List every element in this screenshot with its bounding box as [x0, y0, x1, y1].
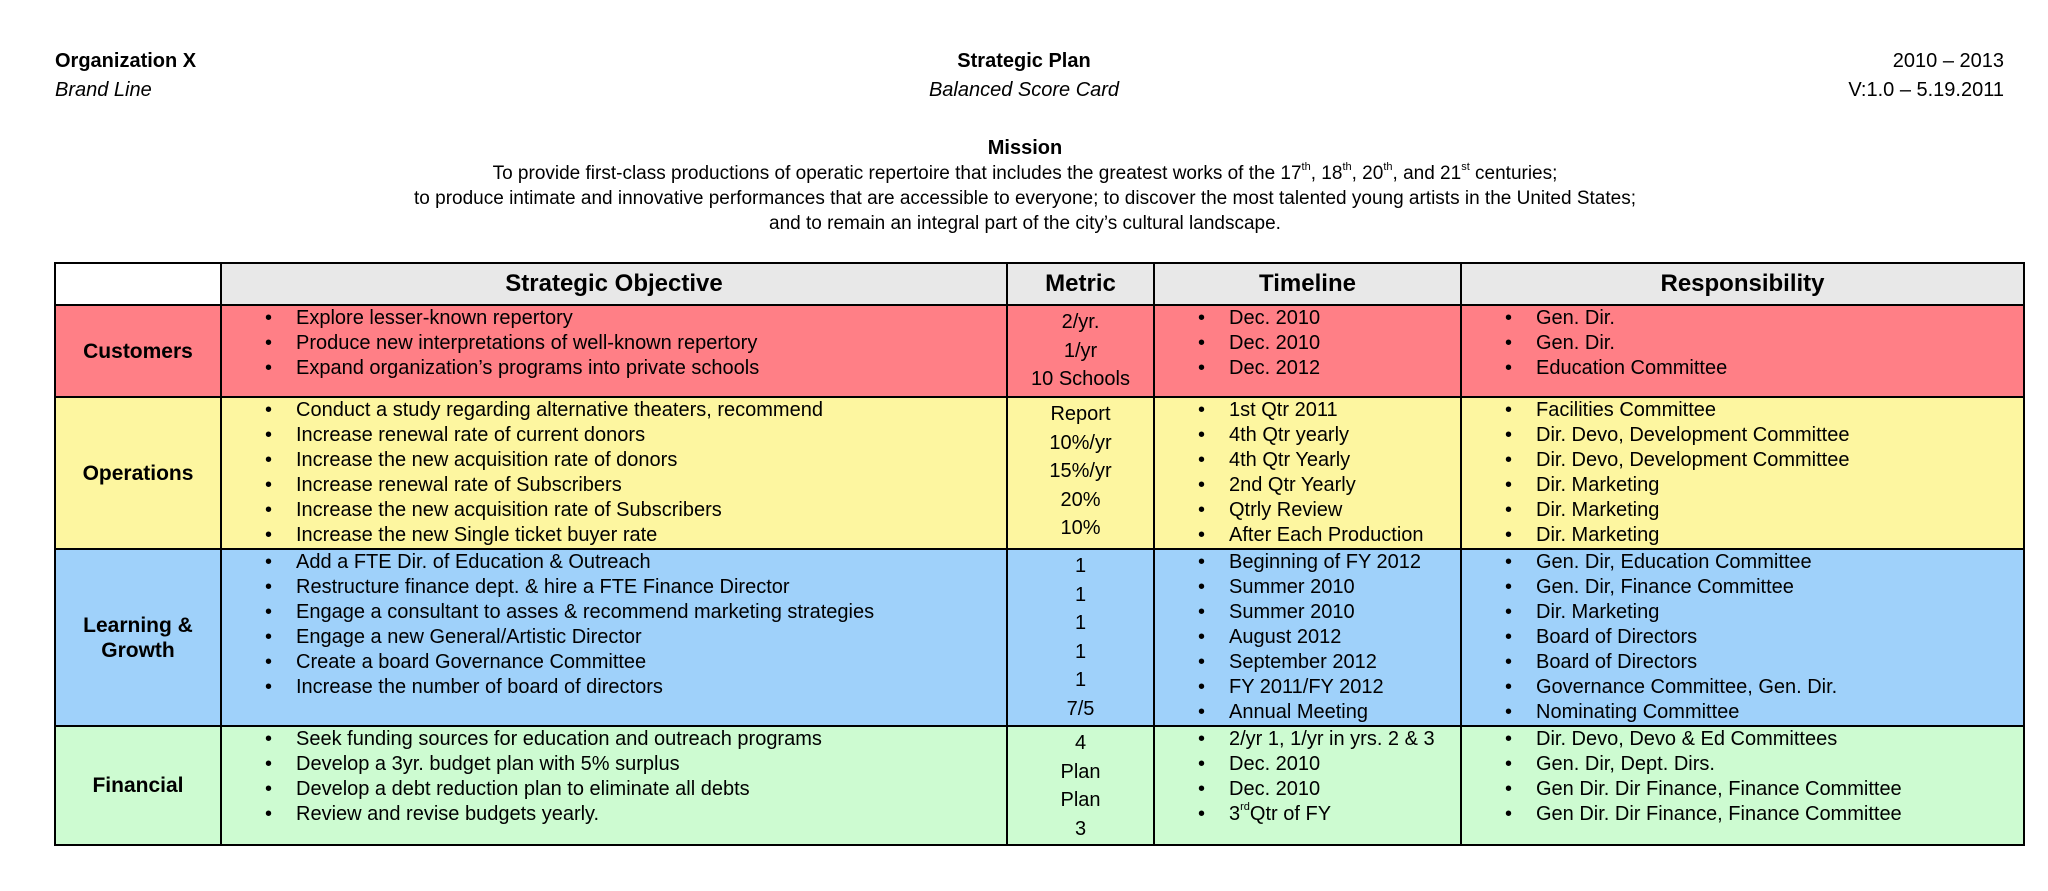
list-item: • 4th Qtr Yearly: [1155, 448, 1460, 473]
header-metric: Metric: [1007, 263, 1154, 305]
metric-value: 4: [1074, 732, 1087, 754]
metric-value: 10%/yr: [1049, 431, 1112, 454]
list-item: • Gen Dir. Dir Finance, Finance Committee: [1462, 802, 2023, 827]
list-item: • 4th Qtr yearly: [1155, 423, 1460, 448]
list-item: • Create a board Governance Committee: [222, 650, 1006, 675]
list-item: • Gen. Dir.: [1462, 306, 2023, 331]
timeline-cell: [1154, 397, 1461, 549]
header-responsibility: Responsibility: [1461, 263, 2024, 305]
metric-value: 1/yr: [1063, 339, 1098, 362]
list-item: • Qtrly Review: [1155, 498, 1460, 523]
metrics-cell: [1007, 726, 1154, 845]
list-item: • Dir. Devo, Development Committee: [1462, 423, 2023, 448]
category-customers: Customers: [55, 305, 221, 397]
list-item: • Dir. Marketing: [1462, 523, 2023, 548]
list-item: • Dec. 2010: [1155, 306, 1460, 331]
list-item: • Governance Committee, Gen. Dir.: [1462, 675, 2023, 700]
mission-line-3: and to remain an integral part of the city’s cultural landscape.: [769, 213, 1281, 234]
table-header-row: [55, 263, 2024, 305]
category-learning-growth: Learning & Growth: [55, 549, 221, 726]
list-item: • Engage a consultant to asses & recommend marketing strategies: [222, 600, 1006, 625]
plan-years: 2010 – 2013: [1892, 50, 2004, 72]
metric-value: 10 Schools: [1031, 368, 1130, 390]
list-item: • Summer 2010: [1155, 600, 1460, 625]
list-item: • Review and revise budgets yearly.: [222, 802, 1006, 827]
metric-value: 20%: [1060, 488, 1101, 511]
list-item: • Increase the new acquisition rate of donors: [222, 448, 1006, 473]
list-item: • Restructure finance dept. & hire a FTE Finance Director: [222, 575, 1006, 600]
list-item: • Develop a 3yr. budget plan with 5% surplus: [222, 752, 1006, 777]
table-row-financial: [55, 726, 2024, 845]
objectives-cell: [221, 305, 1007, 397]
header-strategic-objective: Strategic Objective: [221, 263, 1007, 305]
list-item: • Annual Meeting: [1155, 700, 1460, 725]
list-item: • Education Committee: [1462, 356, 2023, 381]
doc-subtitle: Balanced Score Card: [928, 79, 1120, 101]
list-item: • Gen. Dir, Education Committee: [1462, 550, 2023, 575]
list-item: • Gen. Dir.: [1462, 331, 2023, 356]
header-timeline: Timeline: [1154, 263, 1461, 305]
header-blank-cell: [55, 263, 221, 305]
timeline-cell: [1154, 726, 1461, 845]
list-item: • Increase renewal rate of Subscribers: [222, 473, 1006, 498]
list-item: • After Each Production: [1155, 523, 1460, 548]
list-item: • Gen Dir. Dir Finance, Finance Committee: [1462, 777, 2023, 802]
mission-line-2: to produce intimate and innovative performances that are accessible to everyone; to discover the most talented young artists in the United States;: [414, 188, 1636, 209]
responsibility-cell: [1461, 305, 2024, 397]
metric-value: Report: [1050, 403, 1111, 425]
list-item: • Summer 2010: [1155, 575, 1460, 600]
list-item: • Add a FTE Dir. of Education & Outreach: [222, 550, 1006, 575]
metric-value: 10%: [1060, 517, 1101, 539]
metric-value: 1: [1074, 669, 1087, 691]
list-item: • Dir. Marketing: [1462, 473, 2023, 498]
list-item: • Dir. Marketing: [1462, 498, 2023, 523]
list-item: • Dec. 2010: [1155, 752, 1460, 777]
header-center: [824, 47, 1224, 105]
metric-value: 7/5: [1066, 697, 1095, 720]
balanced-scorecard-table: [54, 262, 2025, 846]
list-item: • Increase the new Single ticket buyer rate: [222, 523, 1006, 548]
metrics-cell: [1007, 549, 1154, 726]
list-item: • 1st Qtr 2011: [1155, 398, 1460, 423]
table-row-learning-growth: [55, 549, 2024, 726]
list-item: • Dir. Marketing: [1462, 600, 2023, 625]
doc-title: Strategic Plan: [957, 50, 1091, 72]
list-item: • Develop a debt reduction plan to eliminate all debts: [222, 777, 1006, 802]
org-name: Organization X: [55, 50, 197, 72]
metric-value: 1: [1074, 612, 1087, 634]
objectives-cell: [221, 397, 1007, 549]
metric-value: 1: [1074, 583, 1087, 606]
list-item: • August 2012: [1155, 625, 1460, 650]
brand-line: Brand Line: [55, 79, 152, 101]
metric-value: 2/yr.: [1061, 311, 1100, 333]
list-item: • Increase the number of board of directors: [222, 675, 1006, 700]
header-right: [1848, 47, 2004, 105]
mission-statement: [180, 136, 1870, 236]
list-item: • Gen. Dir, Dept. Dirs.: [1462, 752, 2023, 777]
list-item: • September 2012: [1155, 650, 1460, 675]
list-item: • Increase renewal rate of current donors: [222, 423, 1006, 448]
list-item: • Board of Directors: [1462, 650, 2023, 675]
responsibility-cell: [1461, 726, 2024, 845]
list-item: • Expand organization’s programs into private schools: [222, 356, 1006, 381]
metric-value: 1: [1074, 640, 1087, 663]
list-item: • Gen. Dir, Finance Committee: [1462, 575, 2023, 600]
mission-line-1: To provide first-class productions of operatic repertoire that includes the greatest works of the 17th, 18th, 20th, and 21st centuries;: [492, 160, 1558, 184]
list-item: • Dec. 2010: [1155, 331, 1460, 356]
metric-value: Plan: [1060, 760, 1101, 783]
list-item: • FY 2011/FY 2012: [1155, 675, 1460, 700]
metric-value: 3: [1074, 817, 1087, 840]
list-item: • 2nd Qtr Yearly: [1155, 473, 1460, 498]
metric-value: 15%/yr: [1049, 460, 1112, 482]
timeline-cell: [1154, 549, 1461, 726]
category-operations: Operations: [55, 397, 221, 549]
metric-value: 1: [1074, 555, 1087, 577]
metrics-cell: [1007, 305, 1154, 397]
objectives-cell: [221, 549, 1007, 726]
responsibility-cell: [1461, 397, 2024, 549]
timeline-cell: [1154, 305, 1461, 397]
list-item: • Facilities Committee: [1462, 398, 2023, 423]
list-item: • Beginning of FY 2012: [1155, 550, 1460, 575]
list-item: • Explore lesser-known repertory: [222, 306, 1006, 331]
objectives-cell: [221, 726, 1007, 845]
metrics-cell: [1007, 397, 1154, 549]
header-left: [55, 47, 196, 105]
responsibility-cell: [1461, 549, 2024, 726]
list-item: • Dec. 2010: [1155, 777, 1460, 802]
list-item: • 3rdQtr of FY: [1155, 802, 1460, 827]
category-financial: Financial: [55, 726, 221, 845]
table-row-operations: [55, 397, 2024, 549]
list-item: • Engage a new General/Artistic Director: [222, 625, 1006, 650]
metric-value: Plan: [1060, 789, 1101, 811]
list-item: • Dir. Devo, Development Committee: [1462, 448, 2023, 473]
list-item: • Increase the new acquisition rate of Subscribers: [222, 498, 1006, 523]
list-item: • Dec. 2012: [1155, 356, 1460, 381]
list-item: • Nominating Committee: [1462, 700, 2023, 725]
list-item: • Dir. Devo, Devo & Ed Committees: [1462, 727, 2023, 752]
list-item: • Conduct a study regarding alternative theaters, recommend: [222, 398, 1006, 423]
mission-title: Mission: [987, 137, 1063, 159]
list-item: • Board of Directors: [1462, 625, 2023, 650]
list-item: • Produce new interpretations of well-known repertory: [222, 331, 1006, 356]
list-item: • 2/yr 1, 1/yr in yrs. 2 & 3: [1155, 727, 1460, 752]
list-item: • Seek funding sources for education and outreach programs: [222, 727, 1006, 752]
version-label: V:1.0 – 5.19.2011: [1848, 79, 2004, 101]
table-row-customers: [55, 305, 2024, 397]
